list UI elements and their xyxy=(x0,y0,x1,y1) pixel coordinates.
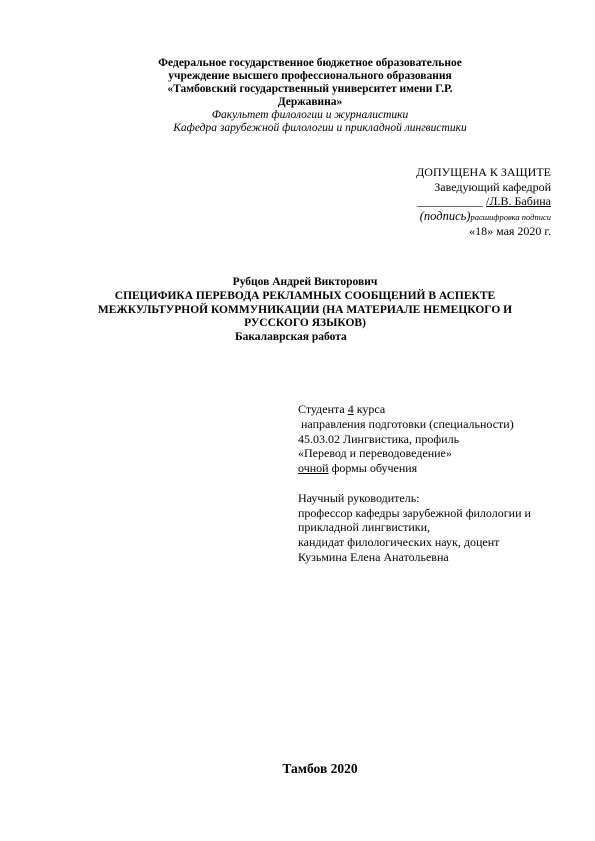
supervisor-name: Кузьмина Елена Анатольевна xyxy=(298,549,449,564)
approval-head-title: Заведующий кафедрой xyxy=(434,179,551,194)
study-form-suffix: формы обучения xyxy=(328,461,418,476)
approval-title: ДОПУЩЕНА К ЗАЩИТЕ xyxy=(416,165,551,179)
approval-signature-line xyxy=(416,194,551,209)
supervisor-position-1: профессор кафедры зарубежной филологии и xyxy=(298,505,531,520)
course-number: 4 xyxy=(347,402,354,416)
header-line-3: «Тамбовский государственный университет имени Г.Р. xyxy=(167,83,453,95)
approval-date: «18» мая 2020 г. xyxy=(469,224,551,238)
university-header xyxy=(110,57,510,135)
head-name: /Л.В. Бабина xyxy=(486,194,551,208)
study-form-line xyxy=(298,461,531,476)
direction-line: направления подготовки (специальности) xyxy=(298,416,514,431)
author-name: Рубцов Андрей Викторович xyxy=(232,276,378,288)
profile-line: «Перевод и переводоведение» xyxy=(298,446,452,461)
header-line-1: Федеральное государственное бюджетное образовательное xyxy=(158,57,462,69)
supervisor-label: Научный руководитель: xyxy=(298,490,420,505)
city-year: Тамбов 2020 xyxy=(282,761,358,776)
topic-line-1: СПЕЦИФИКА ПЕРЕВОДА РЕКЛАМНЫХ СООБЩЕНИЙ В АСПЕКТЕ xyxy=(114,289,496,302)
student-course-line xyxy=(298,402,531,417)
topic-line-3: РУССКОГО ЯЗЫКОВ) xyxy=(244,317,366,330)
supervisor-degree: кандидат филологических наук, доцент xyxy=(298,535,500,550)
spacer xyxy=(298,476,531,491)
approval-block xyxy=(416,165,551,239)
student-prefix: Студента xyxy=(298,402,348,416)
signature-label: (подпись) xyxy=(419,208,471,223)
supervisor-position-2: прикладной лингвистики, xyxy=(298,520,431,535)
signature-caption xyxy=(416,209,551,225)
thesis-title-block xyxy=(90,276,520,345)
header-line-4: Державина» xyxy=(277,96,343,108)
specialty-line: 45.03.02 Лингвистика, профиль xyxy=(298,431,460,446)
study-form-word: очной xyxy=(298,461,329,476)
student-info xyxy=(298,402,531,565)
signature-blank: ___________ xyxy=(417,194,484,208)
topic-line-2: МЕЖКУЛЬТУРНОЙ КОММУНИКАЦИИ (НА МАТЕРИАЛЕ НЕМЕЦКОГО И xyxy=(97,303,513,316)
work-type: Бакалаврская работа xyxy=(235,331,347,344)
decoding-label: расшифровка подписи xyxy=(470,211,551,222)
header-line-2: учреждение высшего профессионального образования xyxy=(168,70,452,82)
course-suffix: курса xyxy=(353,402,386,416)
faculty-name: Факультет филологии и журналистики xyxy=(211,109,409,121)
department-name: Кафедра зарубежной филологии и прикладной лингвистики xyxy=(173,122,467,134)
